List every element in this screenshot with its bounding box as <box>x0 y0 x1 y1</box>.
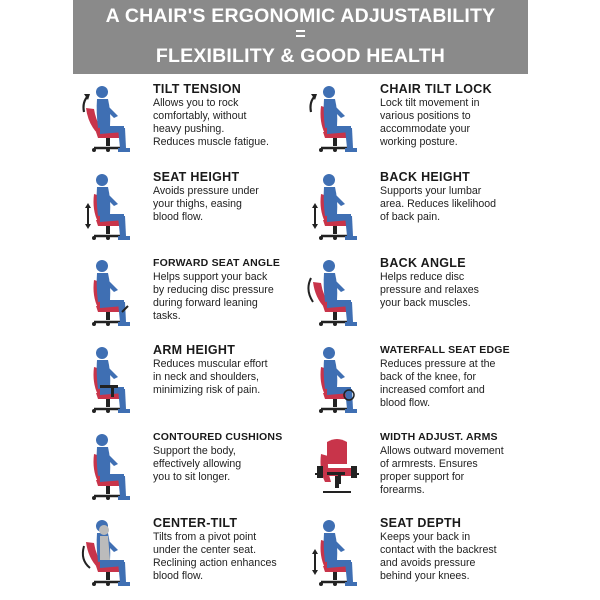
description-line: minimizing risk of pain. <box>153 384 261 396</box>
description-line: increased comfort and <box>380 384 485 396</box>
feature-description <box>380 531 540 583</box>
feature-description <box>380 271 540 310</box>
description-line: Helps support your back <box>153 271 268 283</box>
feature-arm <box>78 343 306 423</box>
feature-title: SEAT DEPTH <box>380 516 462 530</box>
forward-chair-icon <box>78 256 144 330</box>
back-chair-icon <box>305 170 371 244</box>
description-line: Allows you to rock <box>153 97 239 109</box>
description-line: blood flow. <box>380 397 431 409</box>
description-line: Reclining action enhances <box>153 557 277 569</box>
arm-chair-icon <box>78 343 144 417</box>
description-line: Reduces pressure at the <box>380 358 496 370</box>
feature-description <box>153 358 313 397</box>
description-line: heavy pushing. <box>153 123 225 135</box>
description-line: under the center seat. <box>153 544 257 556</box>
description-line: various positions to <box>380 110 471 122</box>
description-line: comfortably, without <box>153 110 247 122</box>
cushion-chair-icon <box>78 430 144 504</box>
width-chair-icon <box>305 430 371 504</box>
feature-forward <box>78 256 306 336</box>
feature-description <box>153 97 313 149</box>
description-line: tasks. <box>153 310 181 322</box>
feature-title: BACK HEIGHT <box>380 170 471 184</box>
tilt-chair-icon <box>78 82 144 156</box>
description-line: effectively allowing <box>153 458 242 470</box>
title-equals: = <box>295 24 306 44</box>
description-line: of back pain. <box>380 211 441 223</box>
description-line: Helps reduce disc <box>380 271 465 283</box>
feature-description <box>153 531 313 583</box>
feature-description <box>153 445 313 484</box>
feature-title: TILT TENSION <box>153 82 242 96</box>
description-line: Supports your lumbar <box>380 185 482 197</box>
description-line: and avoids pressure <box>380 557 476 569</box>
description-line: blood flow. <box>153 570 204 582</box>
description-line: forearms. <box>380 484 425 496</box>
description-line: pressure and relaxes <box>380 284 479 296</box>
waterfall-chair-icon <box>305 343 371 417</box>
feature-back <box>305 170 533 250</box>
backangle-chair-icon <box>305 256 371 330</box>
description-line: Allows outward movement <box>380 445 504 457</box>
description-line: of armrests. Ensures <box>380 458 478 470</box>
feature-depth <box>305 516 533 596</box>
description-line: working posture. <box>380 136 458 148</box>
feature-description <box>380 97 540 149</box>
title-line-1: A CHAIR'S ERGONOMIC ADJUSTABILITY <box>105 5 496 27</box>
feature-cushion <box>78 430 306 510</box>
description-line: Support the body, <box>153 445 236 457</box>
feature-title: SEAT HEIGHT <box>153 170 240 184</box>
description-line: Keeps your back in <box>380 531 471 543</box>
description-line: your back muscles. <box>380 297 471 309</box>
depth-chair-icon <box>305 516 371 590</box>
feature-backangle <box>305 256 533 336</box>
description-line: contact with the backrest <box>380 544 497 556</box>
description-line: Reduces muscular effort <box>153 358 268 370</box>
title-line-3: FLEXIBILITY & GOOD HEALTH <box>155 45 446 67</box>
feature-title: WIDTH ADJUST. ARMS <box>380 431 498 443</box>
description-line: you to sit longer. <box>153 471 231 483</box>
feature-title: CONTOURED CUSHIONS <box>153 431 283 443</box>
lock-chair-icon <box>305 82 371 156</box>
feature-title: CHAIR TILT LOCK <box>380 82 492 96</box>
feature-width <box>305 430 533 510</box>
description-line: area. Reduces likelihood <box>380 198 497 210</box>
description-line: proper support for <box>380 471 465 483</box>
feature-waterfall <box>305 343 533 423</box>
description-line: back of the knee, for <box>380 371 476 383</box>
description-line: Avoids pressure under <box>153 185 259 197</box>
feature-title: BACK ANGLE <box>380 256 466 270</box>
feature-description <box>380 358 540 410</box>
description-line: by reducing disc pressure <box>153 284 274 296</box>
description-line: Lock tilt movement in <box>380 97 480 109</box>
feature-description <box>380 185 540 224</box>
description-line: your thighs, easing <box>153 198 242 210</box>
feature-seat <box>78 170 306 250</box>
feature-lock <box>305 82 533 162</box>
feature-description <box>153 185 313 224</box>
description-line: behind your knees. <box>380 570 470 582</box>
feature-title: ARM HEIGHT <box>153 343 236 357</box>
feature-title: FORWARD SEAT ANGLE <box>153 257 281 269</box>
feature-description <box>153 271 313 323</box>
seat-chair-icon <box>78 170 144 244</box>
description-line: Reduces muscle fatigue. <box>153 136 270 148</box>
center-chair-icon <box>78 516 144 590</box>
feature-tilt <box>78 82 306 162</box>
feature-title: WATERFALL SEAT EDGE <box>380 344 510 356</box>
description-line: during forward leaning <box>153 297 258 309</box>
feature-center <box>78 516 306 596</box>
description-line: accommodate your <box>380 123 471 135</box>
description-line: blood flow. <box>153 211 204 223</box>
description-line: in neck and shoulders, <box>153 371 260 383</box>
feature-description <box>380 445 540 497</box>
feature-title: CENTER-TILT <box>153 516 238 530</box>
title-banner <box>73 0 528 74</box>
description-line: Tilts from a pivot point <box>153 531 257 543</box>
